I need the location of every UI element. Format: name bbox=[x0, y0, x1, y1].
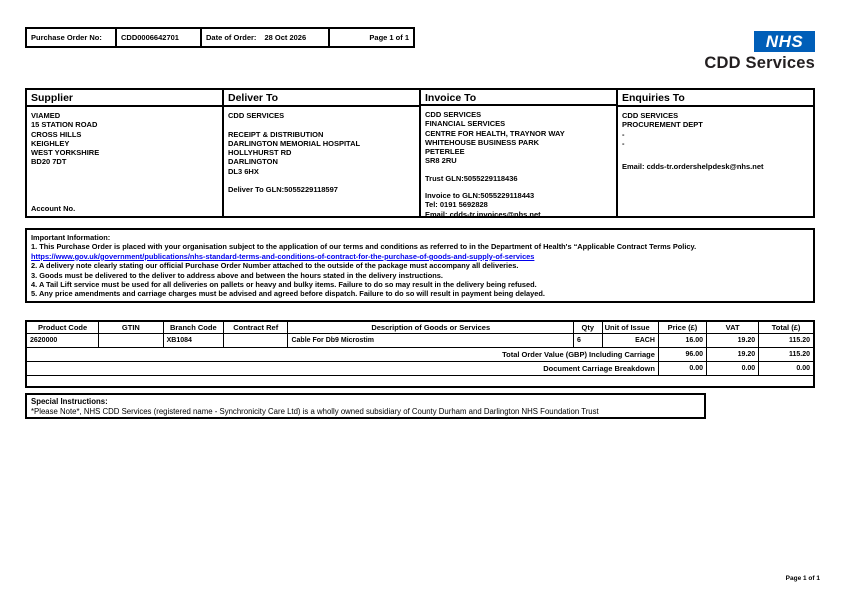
item-total: 115.20 bbox=[759, 334, 814, 348]
invoice-to-address bbox=[421, 106, 616, 219]
col-product-code: Product Code bbox=[26, 321, 99, 334]
supplier-line: VIAMED bbox=[31, 111, 61, 120]
invoice-to-line: WHITEHOUSE BUSINESS PARK bbox=[425, 137, 540, 147]
supplier-address bbox=[27, 107, 222, 213]
col-description: Description of Goods or Services bbox=[288, 321, 574, 334]
order-date-value: 28 Oct 2026 bbox=[264, 33, 307, 42]
item-vat: 19.20 bbox=[707, 334, 759, 348]
org-name: CDD Services bbox=[704, 54, 815, 72]
col-qty: Qty bbox=[573, 321, 602, 334]
page-indicator: Page 1 of 1 bbox=[369, 33, 409, 42]
special-instructions-text: *Please Note*, NHS CDD Services (registered name - Synchronicity Care Ltd) is a wholly owned subsidiary of County Durham and Darlington NHS Foundation Trust bbox=[31, 407, 599, 416]
enquiries-to-address bbox=[618, 107, 813, 171]
enquiries-email: Email: cdds-tr.ordershelpdesk@nhs.net bbox=[622, 162, 764, 172]
deliver-to-title: Deliver To bbox=[224, 90, 419, 107]
total-order-price: 96.00 bbox=[658, 348, 706, 362]
invoice-gln: Invoice to GLN:5055229118443 bbox=[425, 191, 535, 201]
important-info-line-5: 5. Any price amendments and carriage charges must be advised and agreed before dispatch. Failure to do so will result in payment being delayed. bbox=[31, 289, 545, 299]
table-spacer-cell bbox=[26, 376, 814, 388]
invoice-tel: Tel: 0191 5692828 bbox=[425, 200, 488, 210]
important-information-box bbox=[25, 228, 815, 303]
carriage-vat: 0.00 bbox=[707, 362, 759, 376]
total-order-vat: 19.20 bbox=[707, 348, 759, 362]
col-vat: VAT bbox=[707, 321, 759, 334]
enquiries-line: - bbox=[622, 129, 625, 139]
deliver-to-line bbox=[228, 120, 415, 129]
item-description: Cable For Db9 Microstim bbox=[288, 334, 574, 348]
brand-block bbox=[690, 31, 815, 73]
supplier-panel bbox=[27, 90, 224, 216]
important-info-line-3: 3. Goods must be delivered to the deliver to address above and between the hours stated in the delivery instructions. bbox=[31, 270, 443, 280]
item-gtin bbox=[99, 334, 163, 348]
deliver-to-line: DARLINGTON bbox=[228, 157, 278, 167]
important-info-line-2: 2. A delivery note clearly stating our official Purchase Order Number attached to the outside of the package must accompany all deliveries. bbox=[31, 261, 519, 271]
invoice-to-line: PETERLEE bbox=[425, 147, 465, 157]
col-total: Total (£) bbox=[759, 321, 814, 334]
total-order-row bbox=[26, 348, 814, 362]
invoice-to-line: CDD SERVICES bbox=[425, 110, 482, 119]
special-instructions-title: Special Instructions: bbox=[31, 397, 108, 406]
important-info-line-1: 1. This Purchase Order is placed with your organisation subject to the application of our terms and conditions as referred to in the Department of Health's “Applicable Contract Terms Policy. bbox=[31, 242, 697, 252]
important-info-line-4: 4. A Tail Lift service must be used for all deliveries on pallets or heavy and bulky items. Failure to do so may result in the delivery being refused. bbox=[31, 280, 537, 290]
item-product-code: 2620000 bbox=[26, 334, 99, 348]
carriage-price: 0.00 bbox=[658, 362, 706, 376]
item-qty: 6 bbox=[573, 334, 602, 348]
col-gtin: GTIN bbox=[99, 321, 163, 334]
address-panels bbox=[25, 88, 815, 218]
order-items-table bbox=[25, 320, 815, 388]
item-unit: EACH bbox=[602, 334, 658, 348]
enquiries-line: - bbox=[622, 138, 625, 148]
total-order-total: 115.20 bbox=[759, 348, 814, 362]
deliver-to-panel bbox=[224, 90, 421, 216]
special-instructions-box bbox=[25, 393, 706, 419]
supplier-title: Supplier bbox=[27, 90, 222, 107]
item-branch-code: XB1084 bbox=[163, 334, 223, 348]
supplier-line: BD20 7DT bbox=[31, 157, 67, 167]
important-info-title: Important Information: bbox=[31, 233, 111, 242]
trust-gln: Trust GLN:5055229118436 bbox=[425, 173, 518, 183]
item-row bbox=[26, 334, 814, 348]
col-unit-of-issue: Unit of Issue bbox=[602, 321, 658, 334]
po-number-label: Purchase Order No: bbox=[27, 29, 117, 46]
invoice-to-line: SR8 2RU bbox=[425, 156, 457, 166]
item-contract-ref bbox=[224, 334, 288, 348]
invoice-to-title: Invoice To bbox=[421, 90, 616, 106]
deliver-to-line: RECEIPT & DISTRIBUTION bbox=[228, 129, 324, 139]
deliver-to-line: DARLINGTON MEMORIAL HOSPITAL bbox=[228, 138, 361, 148]
item-price: 16.00 bbox=[658, 334, 706, 348]
supplier-line: 15 STATION ROAD bbox=[31, 120, 98, 130]
enquiries-to-title: Enquiries To bbox=[618, 90, 813, 107]
items-header-row bbox=[26, 321, 814, 334]
footer-page-indicator: Page 1 of 1 bbox=[785, 575, 820, 582]
account-no-label: Account No. bbox=[31, 203, 76, 213]
supplier-line: CROSS HILLS bbox=[31, 129, 82, 139]
deliver-to-address bbox=[224, 107, 419, 194]
invoice-to-panel bbox=[421, 90, 618, 219]
total-order-label: Total Order Value (GBP) Including Carriage bbox=[26, 348, 658, 362]
invoice-email: Email: cdds-tr.invoices@nhs.net bbox=[425, 209, 541, 219]
supplier-line: WEST YORKSHIRE bbox=[31, 148, 100, 158]
carriage-breakdown-row bbox=[26, 362, 814, 376]
invoice-to-line: CENTRE FOR HEALTH, TRAYNOR WAY bbox=[425, 128, 565, 138]
invoice-to-line: FINANCIAL SERVICES bbox=[425, 119, 506, 129]
col-branch-code: Branch Code bbox=[163, 321, 223, 334]
table-spacer-row bbox=[26, 376, 814, 388]
enquiries-line: PROCUREMENT DEPT bbox=[622, 120, 703, 130]
po-header-strip bbox=[25, 27, 415, 48]
terms-link[interactable]: https://www.gov.uk/government/publications/nhs-standard-terms-and-conditions-of-contract-for-the-purchase-of-goods-and-supply-of-services bbox=[31, 251, 535, 261]
col-contract-ref: Contract Ref bbox=[224, 321, 288, 334]
deliver-to-gln: Deliver To GLN:5055229118597 bbox=[228, 185, 338, 195]
deliver-to-line: HOLLYHURST RD bbox=[228, 148, 292, 158]
po-number-value: CDD0006642701 bbox=[117, 29, 202, 46]
carriage-total: 0.00 bbox=[759, 362, 814, 376]
supplier-line: KEIGHLEY bbox=[31, 138, 70, 148]
deliver-to-line: DL3 6HX bbox=[228, 166, 259, 176]
enquiries-to-panel bbox=[618, 90, 813, 216]
deliver-to-line: CDD SERVICES bbox=[228, 111, 285, 120]
enquiries-line: CDD SERVICES bbox=[622, 111, 679, 120]
order-date-cell bbox=[202, 29, 330, 46]
nhs-logo: NHS bbox=[754, 31, 815, 52]
carriage-breakdown-label: Document Carriage Breakdown bbox=[26, 362, 658, 376]
order-date-label: Date of Order: bbox=[206, 33, 257, 42]
col-price: Price (£) bbox=[658, 321, 706, 334]
